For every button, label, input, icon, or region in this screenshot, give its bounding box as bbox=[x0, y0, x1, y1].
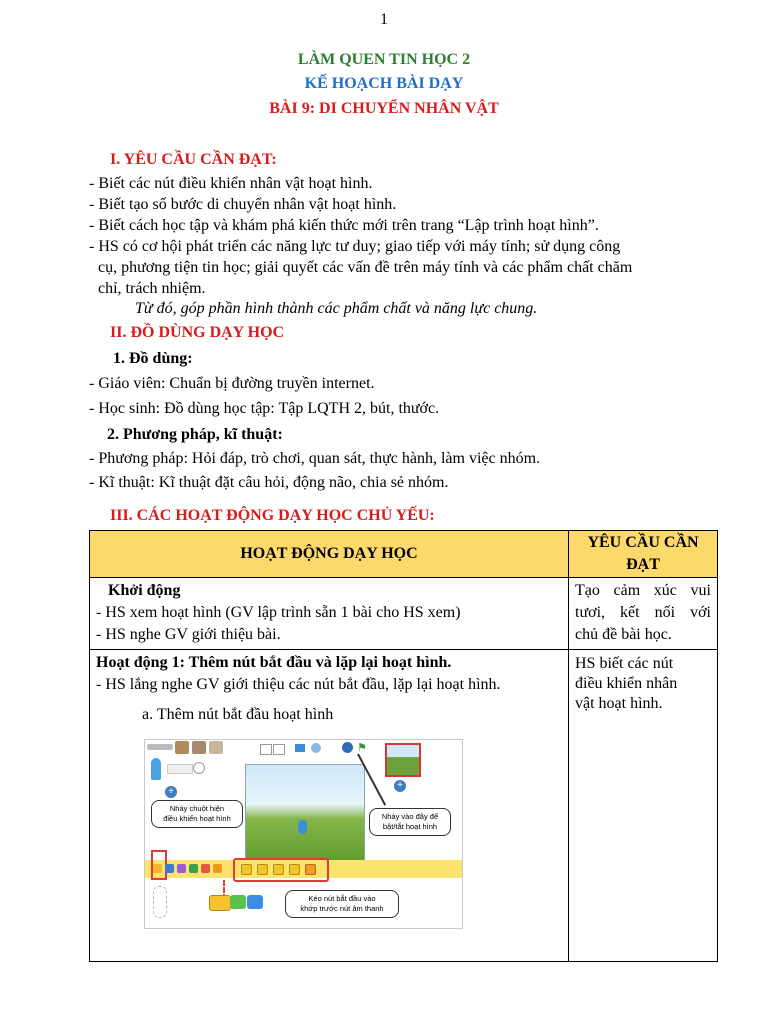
callout-show-controls bbox=[151, 800, 243, 828]
row1-line: - HS nghe GV giới thiệu bài. bbox=[96, 626, 281, 643]
callout-line: bật/tắt hoạt hình bbox=[382, 822, 438, 831]
callout-line: điều khiển hoạt hình bbox=[163, 814, 231, 823]
table-row bbox=[90, 578, 718, 650]
header-right-line: ĐẠT bbox=[626, 556, 660, 573]
title-subject: LÀM QUEN TIN HỌC 2 bbox=[297, 51, 471, 68]
method-item: - Kĩ thuật: Kĩ thuật đặt câu hỏi, động não, chia sẻ nhóm. bbox=[89, 474, 449, 491]
section-1-heading: I. YÊU CẦU CẦN ĐẠT: bbox=[110, 151, 277, 168]
table-header-activities: HOẠT ĐỘNG DẠY HỌC bbox=[90, 531, 569, 578]
start-block bbox=[209, 895, 231, 911]
animation-tool-screenshot bbox=[144, 739, 463, 929]
requirement-item: - Biết cách học tập và khám phá kiến thức mới trên trang “Lập trình hoạt hình”. bbox=[89, 217, 599, 234]
row2-req-line: vật hoạt hình. bbox=[575, 695, 663, 712]
row2-title: Hoạt động 1: Thêm nút bắt đầu và lặp lại hoạt hình. bbox=[96, 654, 452, 671]
material-item: - Học sinh: Đồ dùng học tập: Tập LQTH 2, bút, thước. bbox=[89, 400, 440, 417]
callout-line: Kéo nút bắt đầu vào bbox=[308, 894, 376, 903]
title-lesson: BÀI 9: DI CHUYỂN NHÂN VẬT bbox=[269, 100, 499, 117]
sound-block bbox=[230, 895, 246, 909]
row1-req-line: chủ đề bài học. bbox=[575, 626, 672, 643]
animation-stage bbox=[245, 764, 365, 864]
character-name-field bbox=[167, 764, 193, 774]
category-icon bbox=[165, 864, 174, 873]
material-item: - Giáo viên: Chuẩn bị đường truyền internet. bbox=[89, 375, 375, 392]
edit-icon bbox=[209, 741, 223, 754]
page-number: 1 bbox=[380, 11, 388, 28]
row1-activity-cell bbox=[90, 578, 569, 650]
subheading-methods: 2. Phương pháp, kĩ thuật: bbox=[107, 426, 283, 443]
italic-note: Từ đó, góp phần hình thành các phẩm chất và năng lực chung. bbox=[135, 300, 538, 317]
callout-toggle-animation bbox=[369, 808, 451, 836]
category-icon bbox=[189, 864, 198, 873]
block-palette bbox=[145, 860, 462, 878]
table-header-requirements bbox=[569, 531, 718, 578]
row1-req-line: tươi, kết nối với bbox=[575, 604, 711, 621]
character-icon bbox=[298, 820, 307, 834]
row1-requirement-cell bbox=[569, 578, 718, 650]
edit-character-icon bbox=[193, 762, 205, 774]
requirement-item-cont: cụ, phương tiện tin học; giải quyết các vấn đề trên máy tính và các phẩm chất chăm bbox=[98, 259, 633, 276]
send-block bbox=[305, 864, 316, 875]
category-icon bbox=[201, 864, 210, 873]
category-icon bbox=[153, 864, 162, 873]
method-item: - Phương pháp: Hỏi đáp, trò chơi, quan sát, thực hành, làm việc nhóm. bbox=[89, 450, 541, 467]
row2-req-line: điều khiển nhân bbox=[575, 675, 678, 692]
requirement-item: - Biết các nút điều khiển nhân vật hoạt hình. bbox=[89, 175, 373, 192]
title-plan: KẾ HOẠCH BÀI DẠY bbox=[304, 75, 464, 92]
requirement-item: - HS có cơ hội phát triển các năng lực tư duy; giao tiếp với máy tính; sử dụng công bbox=[89, 238, 621, 255]
callout-line: khớp trước nút âm thanh bbox=[300, 904, 384, 913]
save-icon bbox=[192, 741, 206, 754]
mic-icon bbox=[311, 743, 321, 753]
callout-drag-start bbox=[285, 890, 399, 918]
section-2-heading: II. ĐỒ DÙNG DẠY HỌC bbox=[110, 324, 285, 341]
move-block bbox=[247, 895, 263, 909]
row2-req-line: HS biết các nút bbox=[575, 655, 674, 672]
toolbar-strip bbox=[147, 744, 173, 750]
row2-sub: a. Thêm nút bắt đầu hoạt hình bbox=[142, 706, 334, 723]
requirement-item-cont: chỉ, trách nhiệm. bbox=[98, 280, 206, 297]
subheading-materials: 1. Đồ dùng: bbox=[113, 350, 193, 367]
character-icon bbox=[151, 758, 161, 780]
tap-block bbox=[257, 864, 268, 875]
category-icon bbox=[177, 864, 186, 873]
add-character-icon: + bbox=[165, 786, 177, 798]
row1-title: Khởi động bbox=[108, 582, 181, 599]
category-icon bbox=[213, 864, 222, 873]
header-right-line: YÊU CẦU CẦN bbox=[587, 534, 699, 551]
callout-line: Nháy vào đây để bbox=[381, 812, 439, 821]
background-icon bbox=[295, 744, 305, 752]
green-flag-icon: ⚑ bbox=[357, 742, 367, 754]
callout-line: Nháy chuột hiện bbox=[169, 804, 225, 813]
character-outline-icon bbox=[153, 886, 167, 918]
row2-line: - HS lắng nghe GV giới thiệu các nút bắt đầu, lặp lại hoạt hình. bbox=[96, 676, 501, 693]
requirement-item: - Biết tạo số bước di chuyển nhân vật hoạt hình. bbox=[89, 196, 397, 213]
page-thumbnail bbox=[385, 743, 421, 777]
row1-req-line: Tạo cảm xúc vui bbox=[575, 582, 711, 599]
green-flag-block bbox=[241, 864, 252, 875]
section-3-heading: III. CÁC HOẠT ĐỘNG DẠY HỌC CHỦ YẾU: bbox=[110, 507, 435, 524]
folder-icon bbox=[175, 741, 189, 754]
page-icon bbox=[260, 744, 272, 755]
add-page-icon: + bbox=[394, 780, 406, 792]
full-screen-icon bbox=[342, 742, 353, 753]
row2-requirement-cell bbox=[569, 650, 718, 962]
page-icon bbox=[273, 744, 285, 755]
message-block bbox=[289, 864, 300, 875]
row1-line: - HS xem hoạt hình (GV lập trình sẵn 1 bài cho HS xem) bbox=[96, 604, 461, 621]
bump-block bbox=[273, 864, 284, 875]
